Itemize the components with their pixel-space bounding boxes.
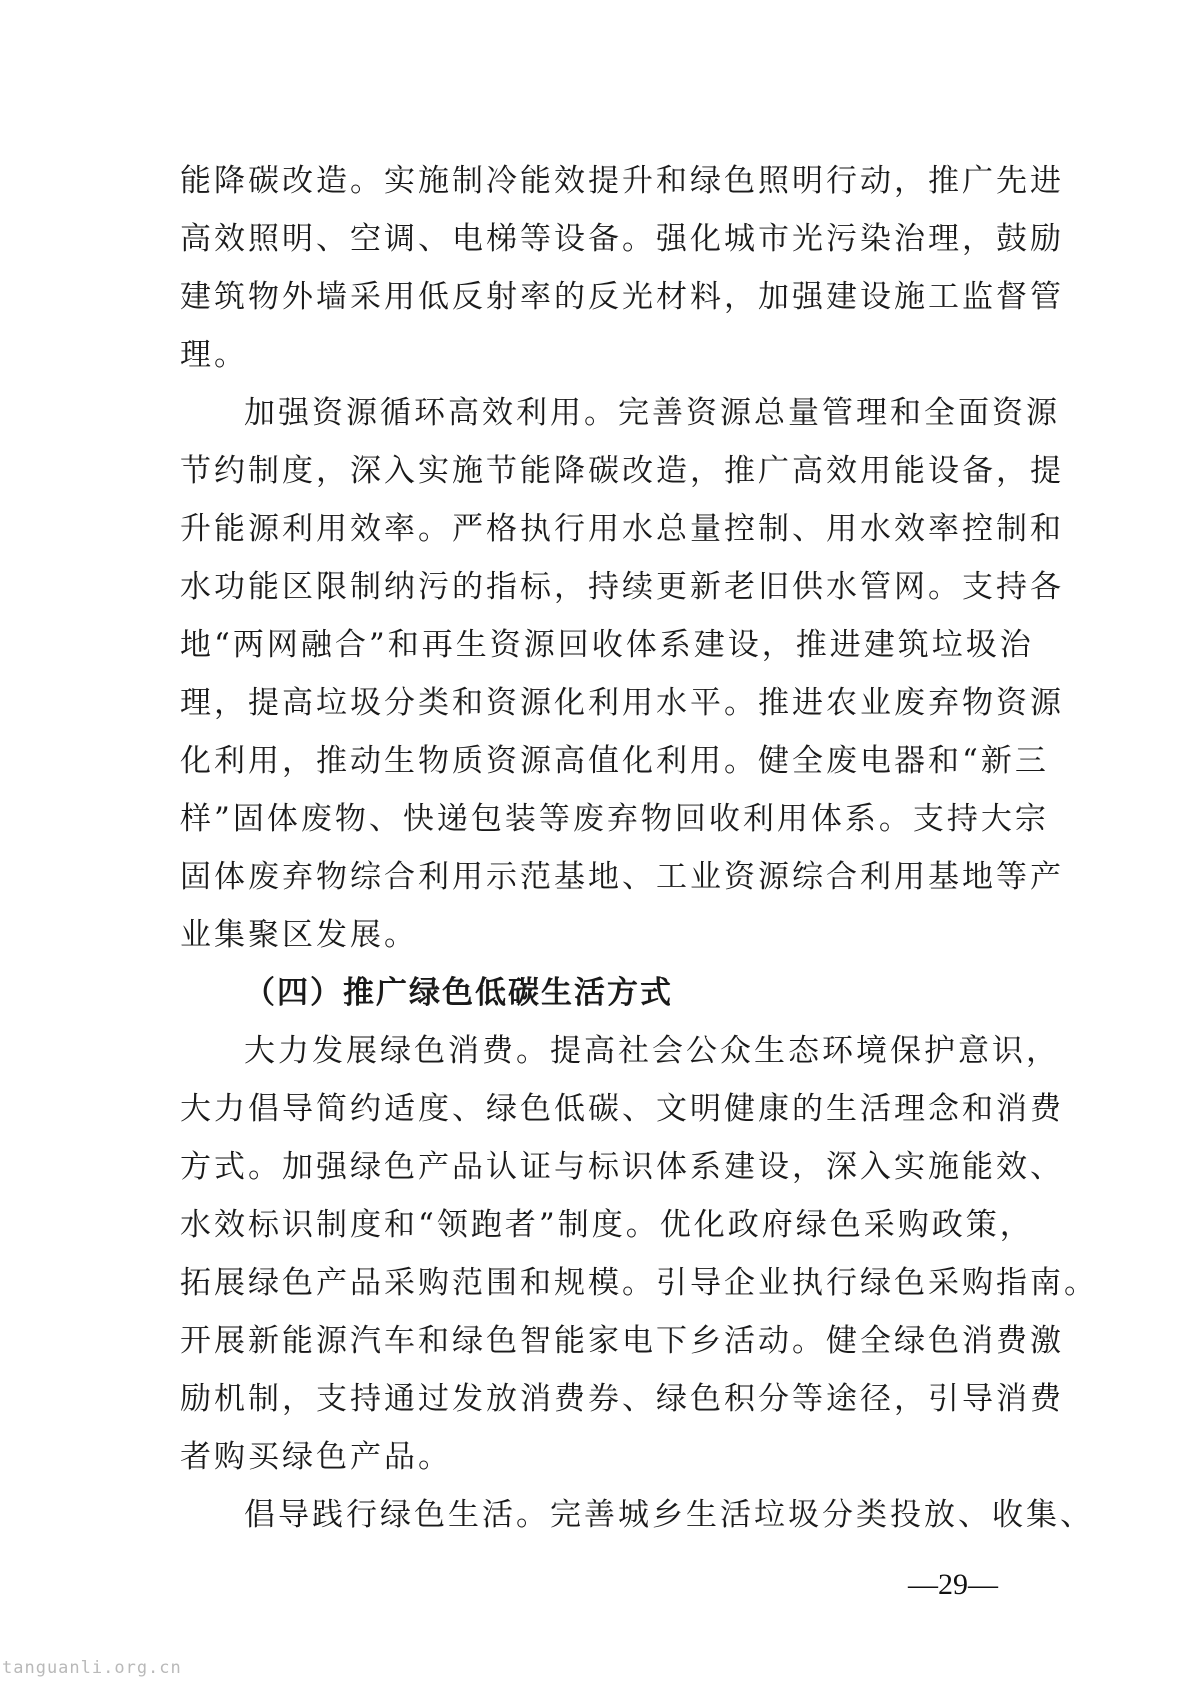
text-line: 节约制度，深入实施节能降碳改造，推广高效用能设备，提: [180, 453, 1064, 489]
paragraph-first-line: 大力发展绿色消费。提高社会公众生态环境保护意识，: [244, 1033, 1060, 1069]
paragraph-first-line: 加强资源循环高效利用。完善资源总量管理和全面资源: [244, 395, 1060, 431]
text-line: 高效照明、空调、电梯等设备。强化城市光污染治理，鼓励: [180, 221, 1064, 257]
text-line: 地“两网融合”和再生资源回收体系建设，推进建筑垃圾治: [180, 627, 1034, 663]
page-number: —29—: [908, 1568, 998, 1601]
paragraph-first-line: 倡导践行绿色生活。完善城乡生活垃圾分类投放、收集、: [244, 1497, 1094, 1533]
text-line: 开展新能源汽车和绿色智能家电下乡活动。健全绿色消费激: [180, 1323, 1064, 1359]
text-line: 理。: [180, 337, 248, 373]
watermark-text: tanguanli.org.cn: [2, 1658, 182, 1678]
text-line: 业集聚区发展。: [180, 917, 418, 953]
text-line: 励机制，支持通过发放消费券、绿色积分等途径，引导消费: [180, 1381, 1064, 1417]
text-line: 升能源利用效率。严格执行用水总量控制、用水效率控制和: [180, 511, 1064, 547]
text-line: 建筑物外墙采用低反射率的反光材料，加强建设施工监督管: [180, 279, 1064, 315]
text-line: 水功能区限制纳污的指标，持续更新老旧供水管网。支持各: [180, 569, 1064, 605]
text-line: 大力倡导简约适度、绿色低碳、文明健康的生活理念和消费: [180, 1091, 1064, 1127]
text-line: 化利用，推动生物质资源高值化利用。健全废电器和“新三: [180, 743, 1049, 779]
text-line: 理，提高垃圾分类和资源化利用水平。推进农业废弃物资源: [180, 685, 1064, 721]
text-line: 样”固体废物、快递包装等废弃物回收利用体系。支持大宗: [180, 801, 1049, 837]
body-text: [180, 152, 1098, 1544]
text-line: 方式。加强绿色产品认证与标识体系建设，深入实施能效、: [180, 1149, 1064, 1185]
text-line: 者购买绿色产品。: [180, 1439, 452, 1475]
text-line: 水效标识制度和“领跑者”制度。优化政府绿色采购政策，: [180, 1207, 1034, 1243]
section-heading: （四）推广绿色低碳生活方式: [244, 975, 673, 1011]
text-line: 能降碳改造。实施制冷能效提升和绿色照明行动，推广先进: [180, 163, 1064, 199]
text-line: 固体废弃物综合利用示范基地、工业资源综合利用基地等产: [180, 859, 1064, 895]
text-line: 拓展绿色产品采购范围和规模。引导企业执行绿色采购指南。: [180, 1265, 1098, 1301]
